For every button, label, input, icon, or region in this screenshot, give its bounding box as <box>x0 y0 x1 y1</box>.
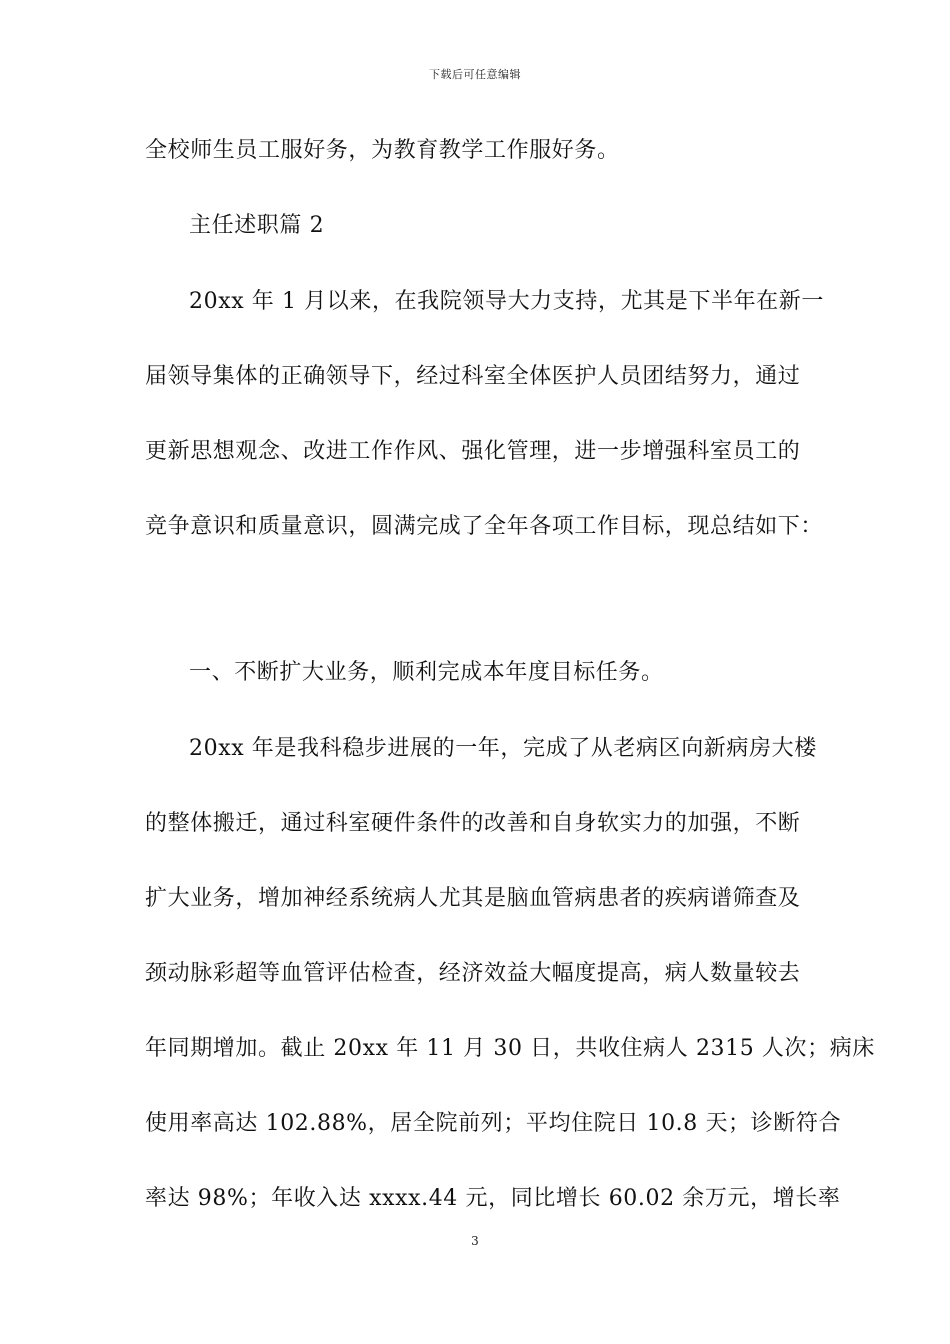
body-line: 的整体搬迁，通过科室硬件条件的改善和自身软实力的加强，不断 <box>145 811 801 836</box>
body-line: 率达 98%；年收入达 xxxx.44 元，同比增长 60.02 余万元，增长率 <box>145 1186 841 1211</box>
section-heading: 一、不断扩大业务，顺利完成本年度目标任务。 <box>189 660 664 685</box>
body-line: 扩大业务，增加神经系统病人尤其是脑血管病患者的疾病谱筛查及 <box>145 886 801 911</box>
body-line: 全校师生员工服好务，为教育教学工作服好务。 <box>145 138 620 163</box>
page-number: 3 <box>471 1234 479 1248</box>
body-line: 年同期增加。截止 20xx 年 11 月 30 日，共收住病人 2315 人次；病床 <box>145 1036 875 1061</box>
body-line: 20xx 年是我科稳步进展的一年，完成了从老病区向新病房大楼 <box>189 736 817 761</box>
section-title: 主任述职篇 2 <box>189 213 325 238</box>
page-header: 下载后可任意编辑 <box>429 68 521 81</box>
body-line: 颈动脉彩超等血管评估检查，经济效益大幅度提高，病人数量较去 <box>145 961 801 986</box>
body-line: 竞争意识和质量意识，圆满完成了全年各项工作目标，现总结如下： <box>145 514 824 539</box>
body-line: 使用率高达 102.88%，居全院前列；平均住院日 10.8 天；诊断符合 <box>145 1111 842 1136</box>
body-line: 更新思想观念、改进工作作风、强化管理，进一步增强科室员工的 <box>145 439 801 464</box>
body-line: 届领导集体的正确领导下，经过科室全体医护人员团结努力，通过 <box>145 364 801 389</box>
body-line: 20xx 年 1 月以来，在我院领导大力支持，尤其是下半年在新一 <box>189 289 824 314</box>
